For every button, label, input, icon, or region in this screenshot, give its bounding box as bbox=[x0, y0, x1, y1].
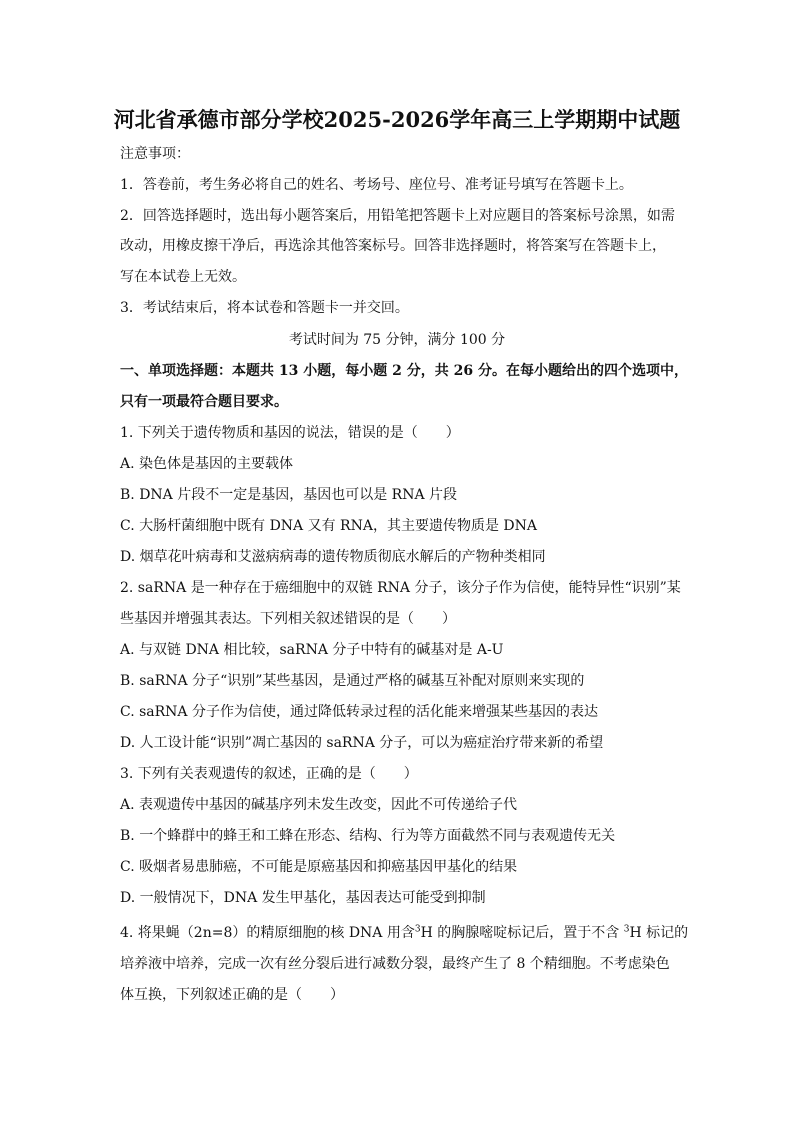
question-3-option-a: A. 表观遗传中基因的碱基序列未发生改变，因此不可传递给子代 bbox=[120, 797, 518, 813]
superscript-3: 3 bbox=[623, 924, 630, 935]
notice-item-2-line-3: 写在本试卷上无效。 bbox=[120, 269, 246, 285]
question-4-stem-text-c: H 标记的 bbox=[629, 925, 689, 941]
question-2-stem-line-1: 2. saRNA 是一种存在于癌细胞中的双链 RNA 分子，该分子作为信使，能特异性“识别”某 bbox=[120, 580, 681, 596]
question-2-option-a: A. 与双链 DNA 相比较，saRNA 分子中特有的碱基对是 A-U bbox=[120, 642, 504, 658]
notice-item-2-line-1: 2．回答选择题时，选出每小题答案后，用铅笔把答题卡上对应题目的答案标号涂黑，如需 bbox=[120, 208, 675, 224]
question-1-option-d: D. 烟草花叶病毒和艾滋病病毒的遗传物质彻底水解后的产物种类相同 bbox=[120, 549, 546, 565]
section-heading-line-1: 一、单项选择题：本题共 13 小题，每小题 2 分，共 26 分。在每小题给出的四个选项中， bbox=[120, 363, 688, 379]
question-3-option-b: B. 一个蜂群中的蜂王和工蜂在形态、结构、行为等方面截然不同与表观遗传无关 bbox=[120, 828, 616, 844]
question-2-option-c: C. saRNA 分子作为信使，通过降低转录过程的活化能来增强某些基因的表达 bbox=[120, 704, 598, 720]
question-4-stem-line-3: 体互换，下列叙述正确的是（ ） bbox=[120, 987, 344, 1003]
question-4-stem-line-2: 培养液中培养，完成一次有丝分裂后进行减数分裂，最终产生了 8 个精细胞。不考虑染色 bbox=[120, 956, 670, 972]
question-4-stem-line-1 bbox=[120, 924, 688, 942]
question-3-option-d: D. 一般情况下，DNA 发生甲基化，基因表达可能受到抑制 bbox=[120, 890, 486, 906]
question-2-stem-line-2: 些基因并增强其表达。下列相关叙述错误的是（ ） bbox=[120, 611, 456, 627]
question-1-option-c: C. 大肠杆菌细胞中既有 DNA 又有 RNA，其主要遗传物质是 DNA bbox=[120, 518, 537, 534]
section-heading-line-2: 只有一项最符合题目要求。 bbox=[120, 394, 288, 410]
question-1-option-b: B. DNA 片段不一定是基因，基因也可以是 RNA 片段 bbox=[120, 487, 458, 503]
question-3-option-c: C. 吸烟者易患肺癌，不可能是原癌基因和抑癌基因甲基化的结果 bbox=[120, 859, 518, 875]
question-2-option-d: D. 人工设计能“识别”凋亡基因的 saRNA 分子，可以为癌症治疗带来新的希望 bbox=[120, 735, 604, 751]
superscript-3: 3 bbox=[414, 924, 421, 935]
question-3-stem: 3. 下列有关表观遗传的叙述，正确的是（ ） bbox=[120, 766, 418, 782]
notice-item-3: 3．考试结束后，将本试卷和答题卡一并交回。 bbox=[120, 300, 409, 316]
question-1-stem: 1. 下列关于遗传物质和基因的说法，错误的是（ ） bbox=[120, 425, 460, 441]
page-title: 河北省承德市部分学校2025-2026学年高三上学期期中试题 bbox=[113, 107, 681, 132]
question-4-stem-text-a: 4. 将果蝇（2n=8）的精原细胞的核 DNA 用含 bbox=[120, 925, 415, 941]
notice-heading: 注意事项： bbox=[120, 146, 190, 162]
notice-item-2-line-2: 改动，用橡皮擦干净后，再选涂其他答案标号。回答非选择题时，将答案写在答题卡上， bbox=[120, 238, 666, 254]
question-1-option-a: A. 染色体是基因的主要载体 bbox=[120, 456, 294, 472]
notice-item-1: 1．答卷前，考生务必将自己的姓名、考场号、座位号、准考证号填写在答题卡上。 bbox=[120, 177, 633, 193]
exam-info: 考试时间为 75 分钟，满分 100 分 bbox=[288, 332, 506, 348]
question-2-option-b: B. saRNA 分子“识别”某些基因，是通过严格的碱基互补配对原则来实现的 bbox=[120, 673, 585, 689]
question-4-stem-text-b: H 的胸腺嘧啶标记后，置于不含 bbox=[420, 925, 624, 941]
